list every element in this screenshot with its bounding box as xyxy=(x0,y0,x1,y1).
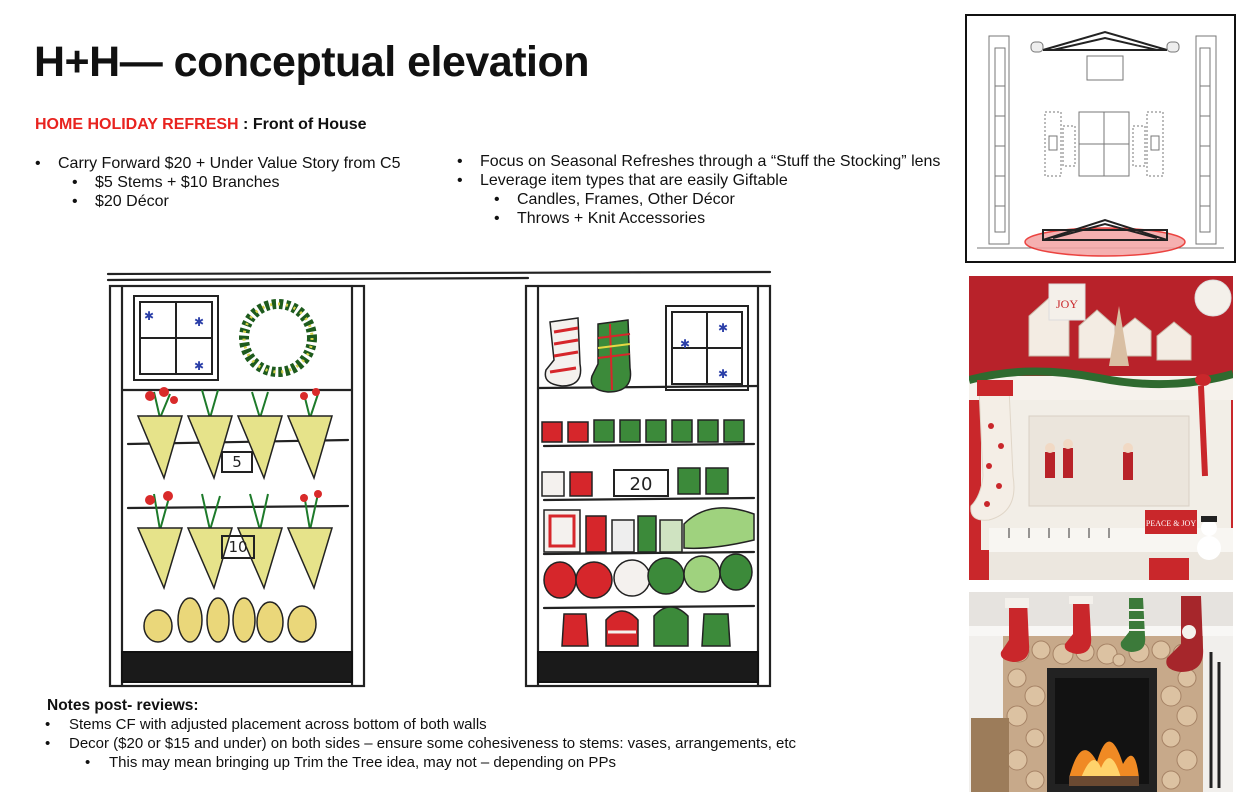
joy-sign: JOY xyxy=(1055,297,1079,311)
subtitle-rest: : Front of House xyxy=(238,116,367,133)
elevation-sketch xyxy=(98,268,778,696)
page-title: H+H— conceptual elevation xyxy=(34,38,590,86)
floor-plan-diagram xyxy=(965,14,1236,263)
price-tag-5: 5 xyxy=(232,453,242,471)
notes-section xyxy=(47,696,796,772)
note-item: • Decor ($20 or $15 and under) on both sides – ensure some cohesiveness to stems: vases, arrangements, etc xyxy=(45,734,796,753)
left-bullet-list xyxy=(35,154,401,211)
sub-bullet-item: • Candles, Frames, Other Décor xyxy=(494,190,940,209)
sub-bullet-item: • $20 Décor xyxy=(72,192,401,211)
peace-joy-sign: PEACE & JOY xyxy=(1145,519,1197,528)
note-item: • Stems CF with adjusted placement across bottom of both walls xyxy=(45,715,796,734)
bullet-item: • Leverage item types that are easily Giftable xyxy=(457,171,940,190)
sketch-drawing xyxy=(98,268,778,696)
right-bullet-list xyxy=(457,152,940,228)
notes-heading: Notes post- reviews: xyxy=(47,697,199,714)
note-sub-item: • This may mean bringing up Trim the Tree idea, may not – depending on PPs xyxy=(85,753,796,772)
svg-text:✱: ✱ xyxy=(194,359,205,373)
section-subtitle xyxy=(35,116,367,134)
bullet-item: • Carry Forward $20 + Under Value Story from C5 xyxy=(35,154,401,173)
floor-plan-drawing xyxy=(967,16,1234,261)
price-tag-20: 20 xyxy=(629,474,653,495)
holiday-mantel-photo xyxy=(969,276,1233,580)
mantel-illustration xyxy=(969,276,1233,580)
sub-bullet-item: • $5 Stems + $10 Branches xyxy=(72,173,401,192)
subtitle-highlight: HOME HOLIDAY REFRESH xyxy=(35,116,239,133)
svg-text:✱: ✱ xyxy=(718,367,729,381)
svg-text:✱: ✱ xyxy=(680,337,691,351)
svg-text:✱: ✱ xyxy=(144,309,155,323)
fireplace-stockings-photo xyxy=(969,592,1233,792)
price-tag-10: 10 xyxy=(228,538,248,556)
fireplace-illustration xyxy=(969,592,1233,792)
notes-list xyxy=(47,715,796,772)
bullet-item: • Focus on Seasonal Refreshes through a “Stuff the Stocking” lens xyxy=(457,152,940,171)
svg-text:✱: ✱ xyxy=(194,315,205,329)
sub-bullet-item: • Throws + Knit Accessories xyxy=(494,209,940,228)
svg-text:✱: ✱ xyxy=(718,321,729,335)
